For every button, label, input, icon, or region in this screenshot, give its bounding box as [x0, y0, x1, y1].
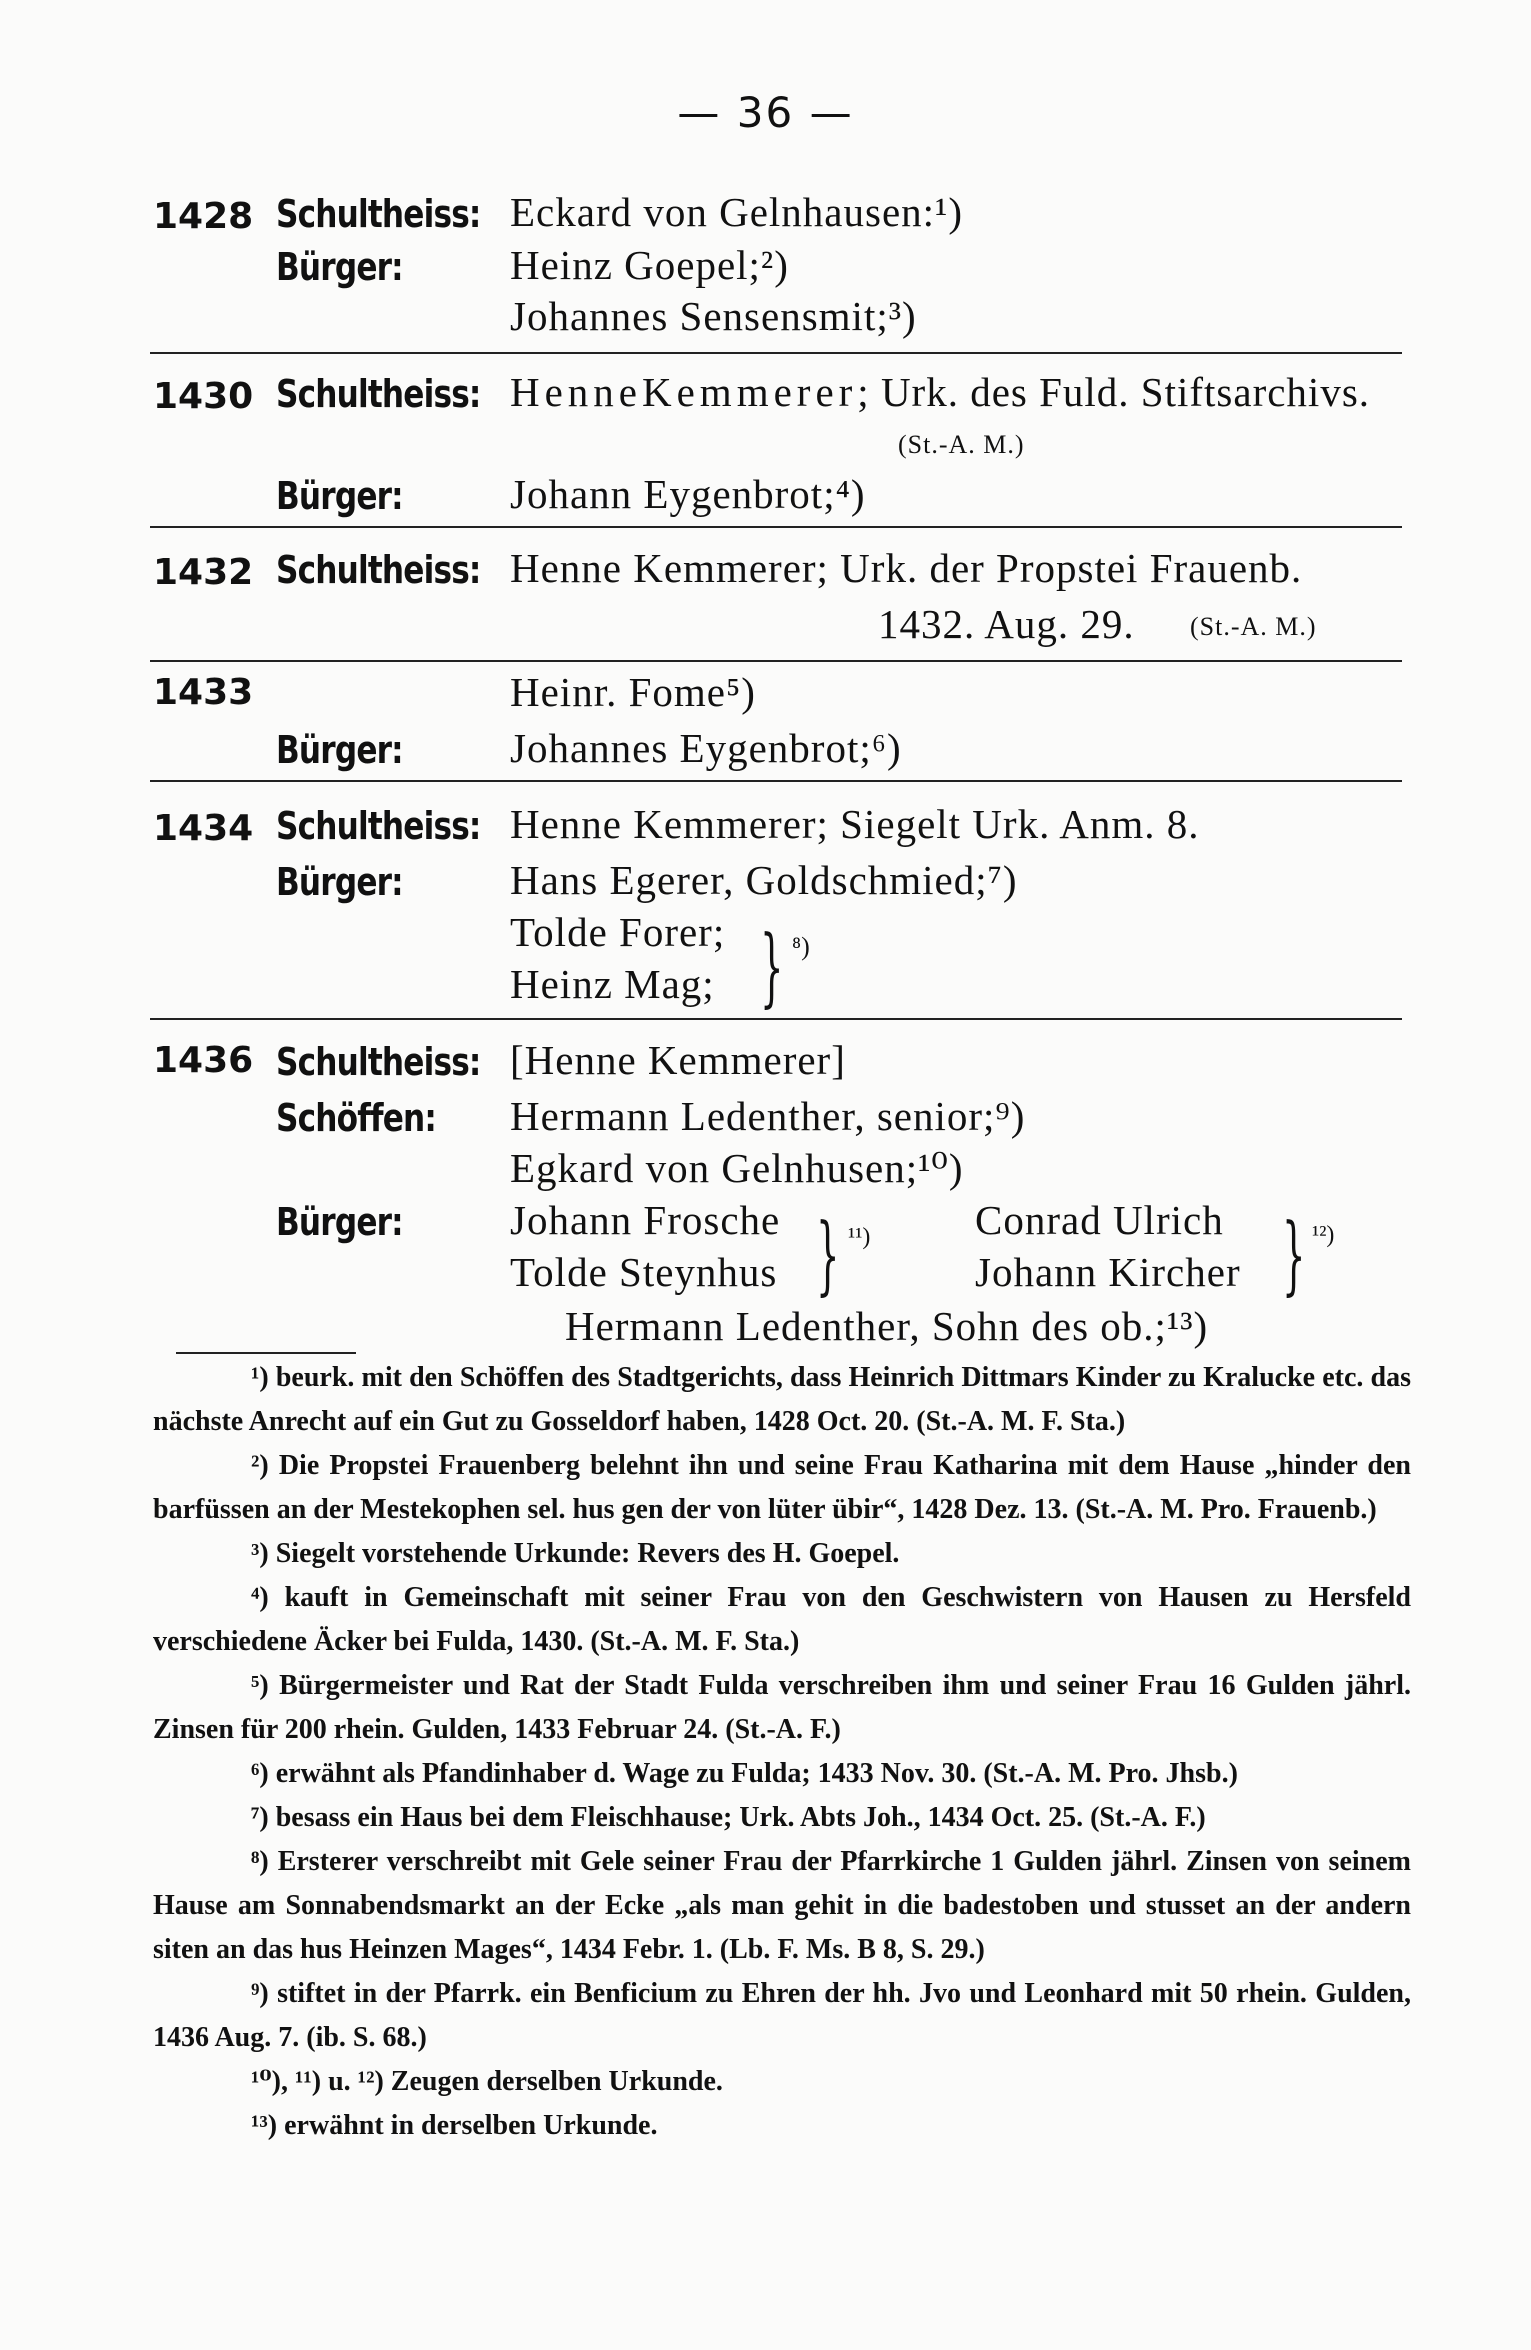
buerger-1428-1: Heinz Goepel;²) — [510, 242, 789, 288]
footnote-3: ³) Siegelt vorstehende Urkunde: Revers des H. Goepel. — [251, 1538, 900, 1569]
footnote-5: ⁵) Bürgermeister und Rat der Stadt Fulda verschreiben ihm und seiner Frau 16 Gulden jährl. Zinsen für 200 rhein. Gulden, 1433 Februar 24. (St.-A. F.) — [153, 1670, 1411, 1745]
schultheiss-1432: Henne Kemmerer; Urk. der Propstei Frauenb. — [510, 545, 1303, 591]
source-1432: (St.-A. M.) — [1190, 612, 1317, 641]
footnote-7: ⁷) besass ein Haus bei dem Fleischhause; Urk. Abts Joh., 1434 Oct. 25. (St.-A. F.) — [251, 1802, 1206, 1833]
label-schultheiss: Schultheiss: — [276, 804, 481, 848]
footnote-6: ⁶) erwähnt als Pfandinhaber d. Wage zu Fulda; 1433 Nov. 30. (St.-A. M. Pro. Jhsb.) — [251, 1758, 1238, 1789]
brace-note-1436-b: ¹²) — [1312, 1222, 1335, 1248]
year-1430: 1430 — [153, 376, 254, 417]
year-1432: 1432 — [153, 552, 254, 593]
year-1436: 1436 — [153, 1040, 254, 1081]
brace-note-1434: ⁸) — [792, 932, 810, 961]
buerger-1436-2: Tolde Steynhus — [510, 1249, 778, 1295]
label-schultheiss: Schultheiss: — [276, 1040, 481, 1084]
buerger-1436-1: Johann Frosche — [510, 1197, 781, 1243]
label-schultheiss: Schultheiss: — [276, 372, 481, 416]
label-schultheiss: Schultheiss: — [276, 548, 481, 592]
schultheiss-1430-name: HenneKemmerer — [510, 369, 858, 415]
date-1432: 1432. Aug. 29. — [878, 601, 1135, 647]
label-buerger: Bürger: — [276, 1200, 403, 1244]
right-brace-icon: } — [816, 1206, 840, 1305]
schoeffe-1436-2: Egkard von Gelnhusen;¹⁰) — [510, 1145, 964, 1191]
buerger-1428-2: Johannes Sensensmit;³) — [510, 293, 917, 339]
section-rule — [150, 780, 1402, 782]
footnote-9: ⁹) stiftet in der Pfarrk. ein Benficium zu Ehren der hh. Jvo und Leonhard mit 50 rhein. Gulden, 1436 Aug. 7. (ib. S. 68.) — [153, 1978, 1411, 2053]
footnote-8: ⁸) Ersterer verschreibt mit Gele seiner Frau der Pfarrkirche 1 Gulden jährl. Zinsen von seinem Hause am Sonnabendsmarkt an der Ecke „als man gehit in die badestoben und stusset an der andern siten an das hus Heinzen Mages“, 1434 Febr. 1. (Lb. F. Ms. B 8, S. 29.) — [153, 1846, 1411, 1965]
label-schultheiss: Schultheiss: — [276, 192, 481, 236]
source-1430: (St.-A. M.) — [898, 430, 1025, 459]
footnote-2: ²) Die Propstei Frauenberg belehnt ihn und seine Frau Katharina mit dem Hause „hinder den barfüssen an der Mestekophen sel. hus gen der von lüter übir“, 1428 Dez. 13. (St.-A. M. Pro. Frauenb.) — [153, 1450, 1411, 1525]
label-buerger: Bürger: — [276, 860, 403, 904]
schultheiss-1436: [Henne Kemmerer] — [510, 1037, 846, 1083]
right-brace-icon: } — [760, 918, 784, 1017]
section-rule — [150, 526, 1402, 528]
footnote-10: ¹⁰), ¹¹) u. ¹²) Zeugen derselben Urkunde. — [251, 2066, 723, 2097]
year-1433: 1433 — [153, 672, 254, 713]
buerger-1436-5: Hermann Ledenther, Sohn des ob.;¹³) — [565, 1303, 1209, 1349]
section-rule — [150, 1018, 1402, 1020]
schultheiss-1428: Eckard von Gelnhausen:¹) — [510, 189, 963, 235]
entry-1433-line1: Heinr. Fome⁵) — [510, 669, 756, 715]
buerger-1436-4: Johann Kircher — [975, 1249, 1241, 1295]
right-brace-icon: } — [1282, 1206, 1306, 1305]
buerger-1434-1: Hans Egerer, Goldschmied;⁷) — [510, 857, 1018, 903]
schoeffe-1436-1: Hermann Ledenther, senior;⁹) — [510, 1093, 1026, 1139]
buerger-1436-3: Conrad Ulrich — [975, 1197, 1224, 1243]
footnote-13: ¹³) erwähnt in derselben Urkunde. — [251, 2110, 658, 2141]
buerger-1434-3: Heinz Mag; — [510, 961, 715, 1007]
year-1434: 1434 — [153, 808, 254, 849]
buerger-1433-1: Johannes Eygenbrot;⁶) — [510, 725, 902, 771]
label-buerger: Bürger: — [276, 245, 403, 289]
buerger-1430-1: Johann Eygenbrot;⁴) — [510, 471, 866, 517]
buerger-1434-2: Tolde Forer; — [510, 909, 726, 955]
year-1428: 1428 — [153, 196, 254, 237]
brace-note-1436-a: ¹¹) — [848, 1224, 871, 1250]
footnotes — [153, 1356, 1411, 2148]
schultheiss-1430 — [510, 368, 1370, 416]
page-number: — 36 — — [677, 88, 854, 137]
label-buerger: Bürger: — [276, 728, 403, 772]
schultheiss-1430-source: ; Urk. des Fuld. Stiftsarchivs. — [857, 369, 1371, 415]
section-rule — [150, 660, 1402, 662]
section-rule — [150, 352, 1402, 354]
schultheiss-1434: Henne Kemmerer; Siegelt Urk. Anm. 8. — [510, 801, 1200, 847]
footnote-4: ⁴) kauft in Gemeinschaft mit seiner Frau von den Geschwistern von Hausen zu Hersfeld verschiedene Äcker bei Fulda, 1430. (St.-A. M. F. Sta.) — [153, 1582, 1411, 1657]
footnote-rule — [176, 1352, 356, 1354]
footnote-1: ¹) beurk. mit den Schöffen des Stadtgerichts, dass Heinrich Dittmars Kinder zu Kralucke etc. das nächste Anrecht auf ein Gut zu Gosseldorf haben, 1428 Oct. 20. (St.-A. M. F. Sta.) — [153, 1362, 1411, 1437]
label-buerger: Bürger: — [276, 474, 403, 518]
label-schoeffen: Schöffen: — [276, 1096, 437, 1140]
